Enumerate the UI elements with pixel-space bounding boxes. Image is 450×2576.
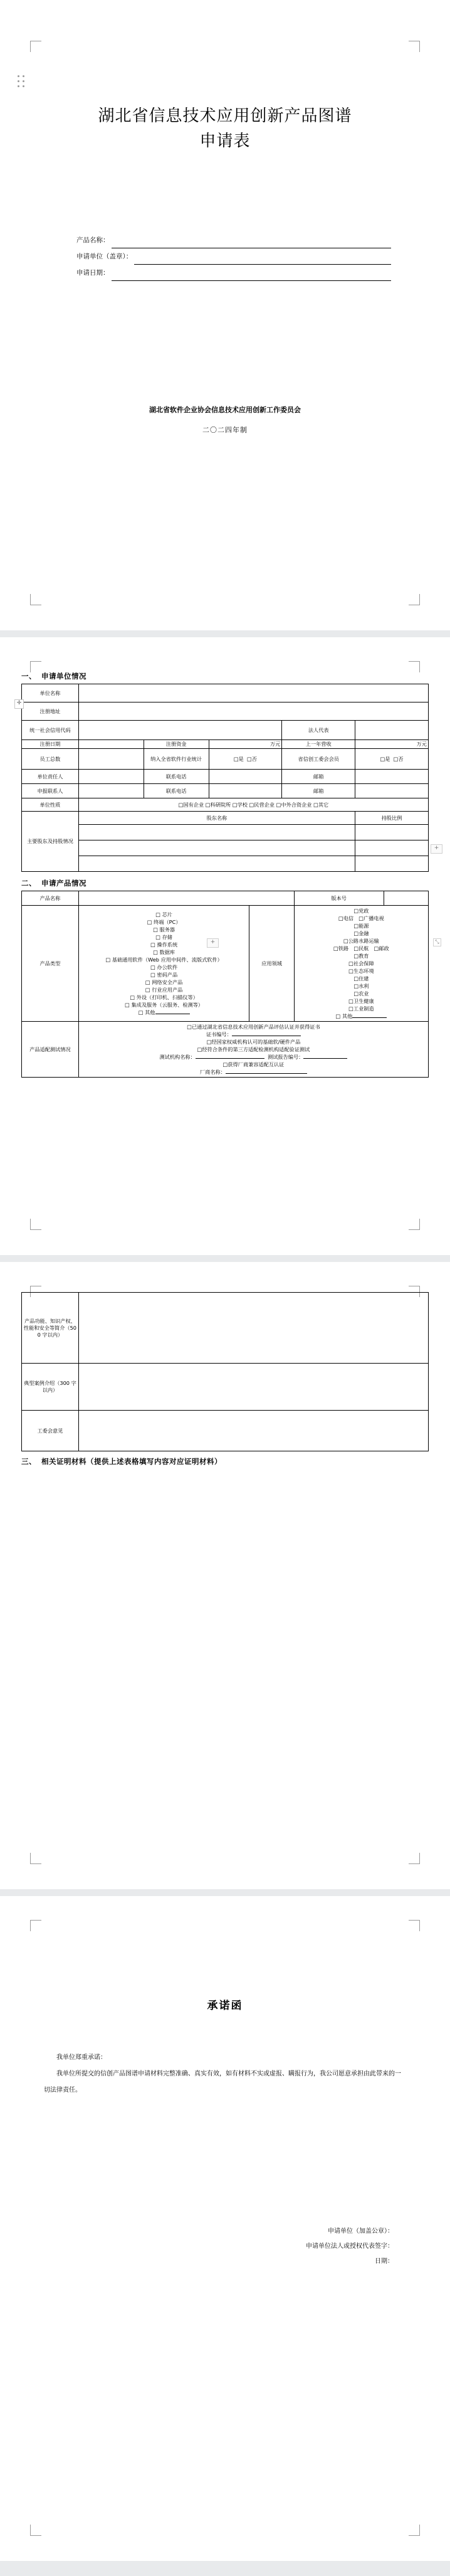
table-add-row-button[interactable]: + <box>431 844 442 854</box>
option-energy[interactable]: □能源 <box>353 923 369 929</box>
cell-shareholders-label: 主要股东及持股情况 <box>22 812 79 872</box>
table-row <box>22 740 429 749</box>
option-integration-service[interactable]: □ 集成及服务（云服务、检测等） <box>125 1002 204 1008</box>
cover-field-applicant-unit <box>76 248 391 265</box>
table-row <box>22 891 429 906</box>
cell-included-stat-label: 纳入全省软件行业统计 <box>144 749 209 770</box>
option-chip[interactable]: □ 芯片 <box>155 911 172 918</box>
cell-share-ratio-header: 持股比例 <box>355 812 429 825</box>
cell-reg-date-label: 注册日期 <box>22 740 79 749</box>
page-form-2 <box>0 1262 450 1889</box>
cell-adapt-test-options[interactable] <box>78 1022 428 1078</box>
table-resize-handle-icon[interactable]: ⤡ <box>433 938 441 946</box>
option-industrial-manufacturing[interactable]: □工业制造 <box>348 1005 374 1012</box>
crop-mark-bottom-left <box>30 2525 41 2536</box>
option-hubei-certified[interactable]: □已通过湖北省信息技术应用创新产品评估认证并获得证书 <box>187 1024 320 1030</box>
cell-shareholder-name-header: 股东名称 <box>78 812 355 825</box>
option-server[interactable]: □ 服务器 <box>153 926 175 933</box>
cover-title <box>34 103 416 154</box>
cover-footer <box>34 403 416 438</box>
table-row <box>22 1411 429 1451</box>
option-education[interactable]: □教育 <box>353 953 369 959</box>
pledge-paragraph-1: 我单位郑重承诺： <box>56 2054 107 2061</box>
section-2-number: 二、 <box>21 879 36 888</box>
cell-credit-code-value[interactable] <box>78 721 281 740</box>
table-row <box>22 1293 429 1364</box>
cell-unit-nature-label: 单位性质 <box>22 798 79 812</box>
cell-shareholder-name-1[interactable] <box>78 825 355 840</box>
option-industry-application[interactable]: □ 行业应用产品 <box>145 987 183 993</box>
cell-email-label: 邮箱 <box>282 770 355 784</box>
test-org-name-input[interactable] <box>196 1058 264 1059</box>
cell-employee-total-label: 员工总数 <box>22 749 79 770</box>
cell-reg-address-value[interactable] <box>78 702 428 721</box>
crop-mark-bottom-right <box>409 2525 420 2536</box>
cell-unit-leader-label: 单位责任人 <box>22 770 79 784</box>
applicant-unit-input-line[interactable] <box>134 255 391 265</box>
checkbox-stat-yes[interactable]: □是 <box>233 755 244 762</box>
crop-mark-bottom-left <box>30 1219 41 1230</box>
cell-reg-date-value[interactable] <box>78 740 144 749</box>
option-storage[interactable]: □ 存储 <box>155 934 172 940</box>
table-row <box>22 721 429 740</box>
option-road-water-transport[interactable]: □公路水路运输 <box>343 938 379 944</box>
checkbox-stat-no[interactable]: □否 <box>247 755 257 762</box>
table-row <box>22 798 429 812</box>
cover-field-apply-date <box>76 265 391 281</box>
section-1-heading <box>21 671 429 681</box>
product-description-table <box>21 1292 429 1451</box>
table-row <box>22 906 429 1022</box>
cell-report-contact-value[interactable] <box>78 784 144 798</box>
pledge-signature-block <box>44 2224 406 2269</box>
cell-contact-phone-label: 联系电话 <box>144 770 209 784</box>
product-name-input-line[interactable] <box>112 239 392 248</box>
cell-shareholder-name-2[interactable] <box>78 840 355 856</box>
table-row <box>22 684 429 702</box>
cell-unit-name-label: 单位名称 <box>22 684 79 702</box>
cell-unit-leader-value[interactable] <box>78 770 144 784</box>
table-row <box>22 856 429 872</box>
cell-share-ratio-3[interactable] <box>355 856 429 872</box>
table-row <box>22 784 429 798</box>
cell-reg-address-label: 注册地址 <box>22 702 79 721</box>
option-crypto-product[interactable]: □ 密码产品 <box>150 972 178 978</box>
cell-application-field-label: 应用领域 <box>249 906 294 1022</box>
section-3-title: 相关证明材料（提供上述表格填写内容对应证明材料） <box>41 1457 222 1466</box>
cell-legal-rep-label: 法人代表 <box>282 721 355 740</box>
cell-product-name-label: 产品名称 <box>22 891 79 906</box>
apply-date-input-line[interactable] <box>112 272 392 281</box>
cell-contact-phone2-value[interactable] <box>209 784 282 798</box>
cell-product-type-label: 产品类型 <box>22 906 79 1022</box>
cell-unit-name-value[interactable] <box>78 684 428 702</box>
signature-unit-line[interactable]: 申请单位（加盖公章）： <box>328 2228 394 2235</box>
option-operating-system[interactable]: □ 操作系统 <box>150 941 178 948</box>
option-ecology-environment[interactable]: □生态环境 <box>348 968 374 974</box>
page-form-1 <box>0 637 450 1255</box>
section-1-title: 申请单位情况 <box>41 672 86 681</box>
cell-version-value[interactable] <box>384 891 428 906</box>
option-agriculture[interactable]: □农业 <box>353 990 369 997</box>
option-terminal-pc[interactable]: □ 终端（PC） <box>147 919 181 925</box>
table-row <box>22 1364 429 1411</box>
cell-last-year-revenue-label: 上一年营收 <box>282 740 355 749</box>
cell-committee-opinion-value[interactable] <box>78 1411 428 1451</box>
cover-field-label: 产品名称： <box>76 236 110 244</box>
option-water-conservancy[interactable]: □水利 <box>353 983 369 989</box>
section-3-number: 三、 <box>21 1457 36 1466</box>
table-move-handle-icon[interactable]: ✛ <box>14 699 24 709</box>
product-info-table <box>21 891 429 1078</box>
cover-title-line1: 湖北省信息技术应用创新产品图谱 <box>98 107 352 125</box>
crop-mark-bottom-left <box>30 594 41 605</box>
section-3-heading <box>21 1456 429 1466</box>
option-social-security[interactable]: □社会保障 <box>348 960 374 967</box>
pledge-paragraph-2: 我单位所提交的信创产品图谱申请材料完整准确、真实有效，如有材料不实或虚报、瞒报行为，我公司愿意承担由此带来的一切法律责任。 <box>44 2070 401 2094</box>
vendor-name-input[interactable] <box>226 1073 307 1074</box>
cell-product-type-options[interactable] <box>78 906 249 1022</box>
cell-product-intro-label: 产品功能、知识产权、性能和安全等简介（500 字以内） <box>22 1293 79 1364</box>
option-database[interactable]: □ 数据库 <box>153 949 175 955</box>
option-finance[interactable]: □金融 <box>353 930 369 936</box>
cell-unit-nature-options[interactable]: □国有企业 □科研院所 □学校 □民营企业 □中外合资企业 □其它 <box>78 798 428 812</box>
option-other[interactable]: □ 其他 <box>138 1009 155 1015</box>
section-2-heading <box>21 878 429 888</box>
option-vendor-mutual-cert[interactable]: □获得厂商兼容适配互认证 <box>222 1061 285 1068</box>
option-basic-general-software[interactable]: □ 基础通用软件（Web 应用中间件、流版式软件） <box>105 957 222 963</box>
cell-case-intro-label: 典型案例介绍（300 字以内） <box>22 1364 79 1411</box>
checkbox-member-no[interactable]: □否 <box>393 755 404 762</box>
table-row <box>22 770 429 784</box>
table-add-column-button[interactable]: + <box>207 938 219 948</box>
cell-shareholder-name-3[interactable] <box>78 856 355 872</box>
option-office-software[interactable]: □ 办公软件 <box>150 964 178 970</box>
cover-organization: 湖北省软件企业协会信息技术应用创新工作委员会 <box>149 406 301 414</box>
option-field-other[interactable]: □ 其他 <box>335 1013 353 1019</box>
option-party-government[interactable]: □党政 <box>353 908 369 914</box>
option-health[interactable]: □卫生健康 <box>348 998 374 1004</box>
label-test-org-name: 测试机构名称： <box>159 1054 196 1060</box>
table-row <box>22 702 429 721</box>
option-field-other-input[interactable] <box>352 1017 387 1018</box>
section-1-number: 一、 <box>21 672 36 681</box>
table-row <box>22 812 429 825</box>
cell-email2-value[interactable] <box>355 784 429 798</box>
table-row <box>22 840 429 856</box>
table-row <box>22 749 429 770</box>
cover-title-line2: 申请表 <box>199 132 251 151</box>
checkbox-member-yes[interactable]: □是 <box>380 755 390 762</box>
option-rail-air-post[interactable]: □铁路 □民航 □邮政 <box>333 945 389 951</box>
table-row <box>22 1022 429 1078</box>
pledge-title: 承诺函 <box>207 2000 243 2012</box>
cover-year: 二〇二四年制 <box>202 426 248 434</box>
option-peripherals[interactable]: □ 外设（打印机、扫描仪等） <box>130 994 198 1000</box>
cell-application-field-options[interactable] <box>294 906 428 1022</box>
cell-share-ratio-1[interactable] <box>355 825 429 840</box>
option-telecom-broadcast[interactable]: □电信 □广播电视 <box>338 915 384 921</box>
signature-person-line[interactable]: 申请单位法人或授权代表签字： <box>306 2243 394 2250</box>
label-test-report-no: 测试报告编号： <box>268 1054 304 1060</box>
cell-share-ratio-2[interactable] <box>355 840 429 856</box>
cell-committee-opinion-label: 工委会意见 <box>22 1411 79 1451</box>
cell-last-year-revenue-value[interactable]: 万元 <box>355 740 429 749</box>
cell-committee-member-value[interactable] <box>355 749 429 770</box>
cover-field-label: 申请单位（盖章）： <box>76 253 133 260</box>
cell-email-value[interactable] <box>355 770 429 784</box>
option-network-security[interactable]: □ 网络安全产品 <box>145 979 183 985</box>
crop-mark-bottom-right <box>409 1219 420 1230</box>
option-housing-construction[interactable]: □住建 <box>353 975 369 982</box>
cell-version-label: 版本号 <box>294 891 384 906</box>
page-pledge <box>0 1896 450 2561</box>
applicant-unit-table <box>21 684 429 872</box>
cell-email2-label: 邮箱 <box>282 784 355 798</box>
section-2-title: 申请产品情况 <box>41 879 86 888</box>
cell-committee-member-label: 省信创工委会会员 <box>282 749 355 770</box>
cell-contact-phone2-label: 联系电话 <box>144 784 209 798</box>
cell-employee-total-value[interactable] <box>78 749 144 770</box>
cell-credit-code-label: 统一社会信用代码 <box>22 721 79 740</box>
cover-fields <box>34 232 416 281</box>
cover-field-label: 申请日期： <box>76 269 110 277</box>
cell-reg-capital-label: 注册资金 <box>144 740 209 749</box>
cover-field-product-name <box>76 232 391 248</box>
label-certificate-no: 证书编号： <box>206 1031 232 1037</box>
test-report-no-input[interactable] <box>303 1058 347 1059</box>
cell-included-stat-value[interactable] <box>209 749 282 770</box>
page-cover <box>0 0 450 630</box>
cell-product-intro-value[interactable] <box>78 1293 428 1364</box>
signature-date-line[interactable]: 日期： <box>375 2258 394 2265</box>
label-vendor-name: 厂商名称： <box>199 1069 226 1075</box>
crop-mark-bottom-right <box>409 594 420 605</box>
cell-report-contact-label: 申报联系人 <box>22 784 79 798</box>
option-national-authority[interactable]: □经国家权威机构认可的基础软/硬件产品 <box>206 1039 301 1045</box>
cell-contact-phone-value[interactable] <box>209 770 282 784</box>
cell-reg-capital-value[interactable]: 万元 <box>209 740 282 749</box>
option-third-party-test[interactable]: □经符合条件的第三方适配检测机构适配验证测试 <box>197 1046 310 1052</box>
table-row <box>22 825 429 840</box>
crop-mark-bottom-right <box>409 1853 420 1864</box>
crop-mark-bottom-left <box>30 1853 41 1864</box>
cell-adapt-test-label: 产品适配测试情况 <box>22 1022 79 1078</box>
cell-product-name-value[interactable] <box>78 891 294 906</box>
cell-legal-rep-value[interactable] <box>355 721 429 740</box>
cell-case-intro-value[interactable] <box>78 1364 428 1411</box>
